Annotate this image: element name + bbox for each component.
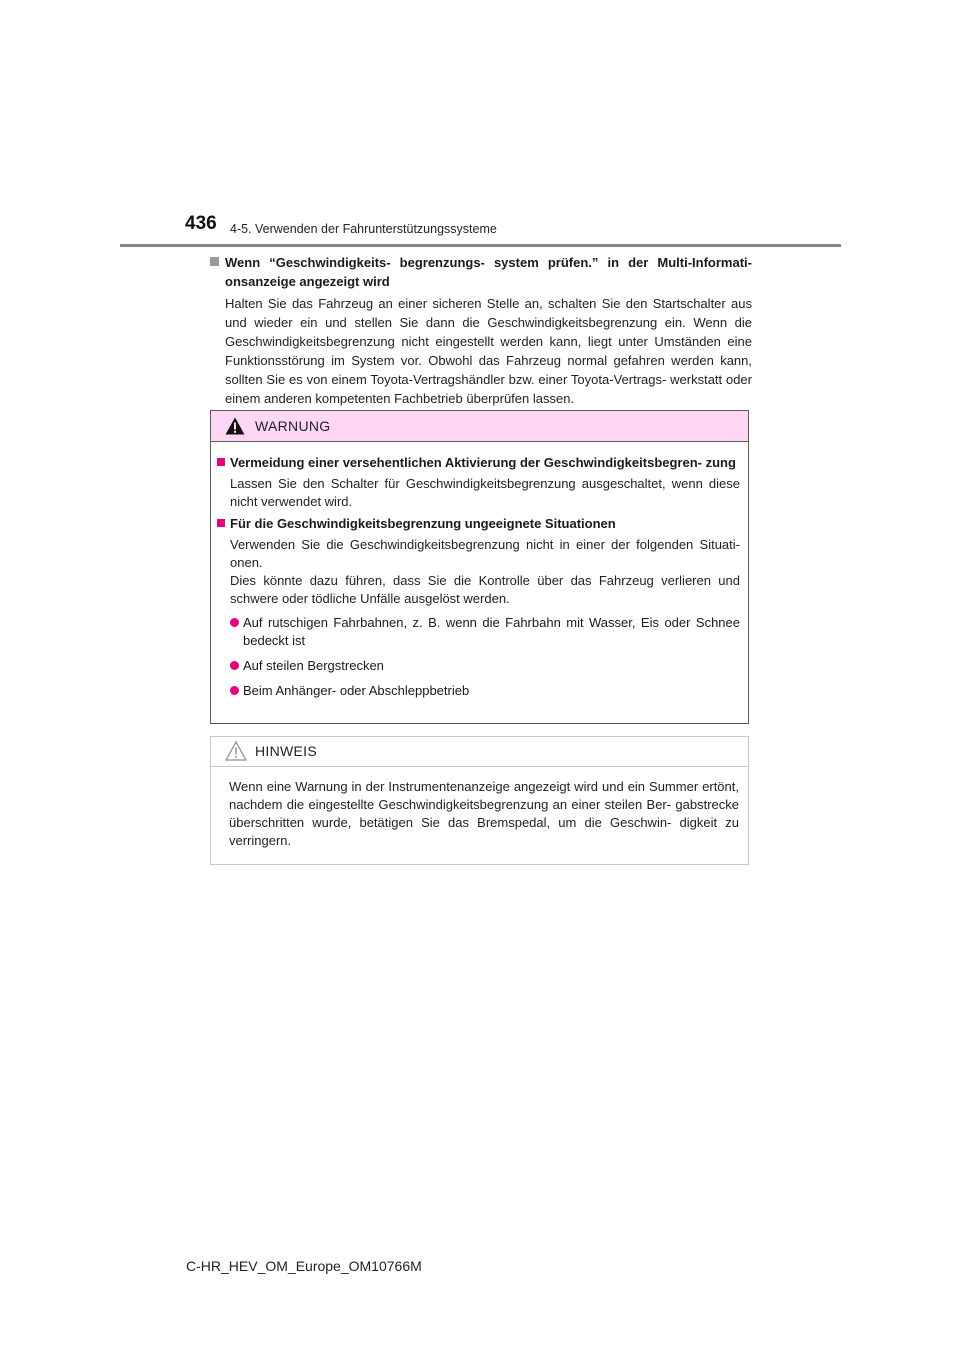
section-body-text: Halten Sie das Fahrzeug an einer sicheren Stelle an, schalten Sie den Startschalter aus und wieder ein und stellen Sie dann die Geschwindigkeitsbegrenzung ein. Wenn die Geschwindigkeitsbegrenzung nicht eingestellt werden kann, liegt unter Umständen eine Funktionsstörung im System vor. Obwohl das Fahrzeug normal gefahren werden kann, sollten Sie es von einem Toyota-Vertragshändler bzw. einer Toyota-Vertrags- werkstatt oder einem anderen kompetenten Fachbetrieb überprüfen lassen.: [225, 296, 752, 406]
warning-triangle-icon: [225, 417, 245, 435]
header-divider: [120, 244, 841, 247]
section-heading: [209, 253, 752, 291]
chapter-title: 4-5. Verwenden der Fahrunterstützungssysteme: [230, 222, 497, 236]
warning-item-text: Dies könnte dazu führen, dass Sie die Kontrolle über das Fahrzeug verlieren und schwere oder tödliche Unfälle ausgelöst werden.: [230, 573, 740, 606]
warning-item-heading: Vermeidung einer versehentlichen Aktivierung der Geschwindigkeitsbegren- zung: [230, 455, 736, 470]
list-item-text: Auf rutschigen Fahrbahnen, z. B. wenn die Fahrbahn mit Wasser, Eis oder Schnee bedeckt ist: [243, 615, 740, 648]
page-header: [0, 0, 960, 250]
page-number: 436: [185, 213, 217, 234]
note-title: HINWEIS: [255, 743, 317, 759]
warning-box: [210, 410, 749, 724]
caution-triangle-icon: [225, 741, 247, 761]
note-header: [211, 737, 748, 767]
note-box: [210, 736, 749, 865]
section-block: [209, 253, 752, 408]
warning-item-text: Lassen Sie den Schalter für Geschwindigkeitsbegrenzung ausgeschaltet, wenn diese nicht verwendet wird.: [230, 476, 740, 509]
warning-bullet-list: [230, 614, 740, 700]
circle-bullet-icon: [230, 618, 239, 627]
circle-bullet-icon: [230, 686, 239, 695]
warning-title: WARNUNG: [255, 418, 331, 434]
note-text: Wenn eine Warnung in der Instrumentenanzeige angezeigt wird und ein Summer ertönt, nachdem die eingestellte Geschwindigkeitsbegrenzung an einer steilen Ber- gabstrecke überschritten wurde, betätigen Sie das Bremspedal, um die Geschwin- digkeit zu verringern.: [229, 779, 739, 848]
warning-item-heading: Für die Geschwindigkeitsbegrenzung ungeeignete Situationen: [230, 516, 616, 531]
warning-content: [211, 442, 748, 700]
warning-header: [211, 411, 748, 442]
warning-item-text: Verwenden Sie die Geschwindigkeitsbegrenzung nicht in einer der folgenden Situati- onen.: [230, 537, 740, 570]
list-item-text: Auf steilen Bergstrecken: [243, 658, 384, 673]
square-bullet-icon: [217, 519, 225, 527]
square-bullet-icon: [217, 458, 225, 466]
section-heading-text: Wenn “Geschwindigkeits- begrenzungs- system prüfen.” in der Multi-Informati- onsanzeige angezeigt wird: [225, 255, 752, 289]
warning-item: [217, 515, 740, 700]
circle-bullet-icon: [230, 661, 239, 670]
list-item: [230, 614, 740, 650]
list-item-text: Beim Anhänger- oder Abschleppbetrieb: [243, 683, 470, 698]
square-bullet-icon: [210, 257, 219, 266]
document-id: C-HR_HEV_OM_Europe_OM10766M: [186, 1258, 422, 1274]
list-item: [230, 657, 740, 675]
warning-item: [217, 454, 740, 511]
list-item: [230, 682, 740, 700]
